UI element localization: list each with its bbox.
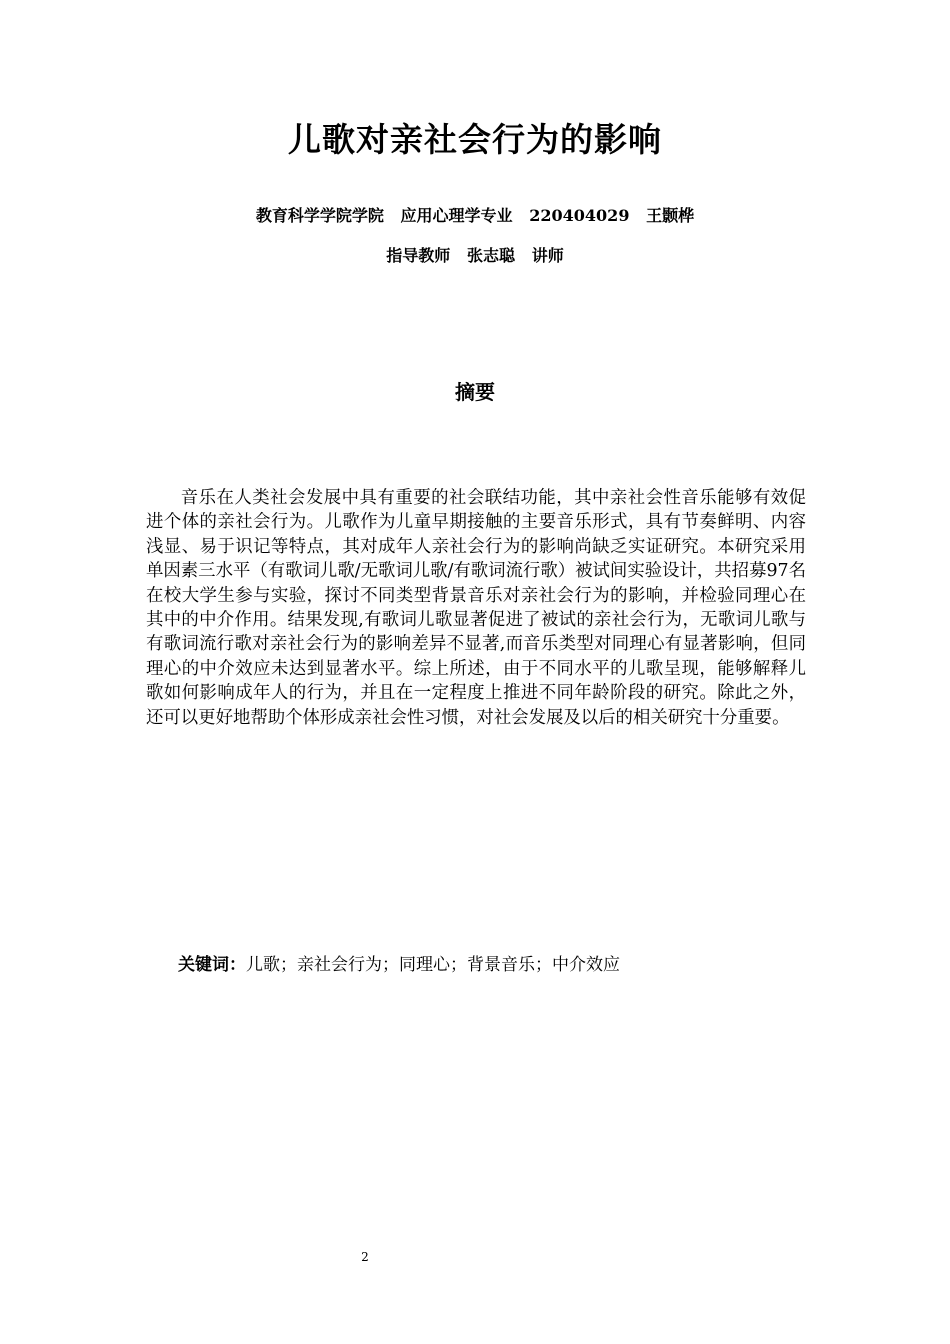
keywords-label: 关键词： bbox=[178, 955, 246, 975]
abstract-heading: 摘要 bbox=[455, 380, 495, 404]
keywords-text: 儿歌；亲社会行为；同理心；背景音乐；中介效应 bbox=[246, 955, 620, 975]
advisor-info-line: 指导教师 张志聪 讲师 bbox=[386, 246, 564, 265]
abstract-body: 音乐在人类社会发展中具有重要的社会联结功能，其中亲社会性音乐能够有效促进个体的亲社会行为。儿歌作为儿童早期接触的主要音乐形式，具有节奏鲜明、内容浅显、易于识记等特点，其对成年人亲社会行为的影响尚缺乏实证研究。本研究采用单因素三水平（有歌词儿歌/无歌词儿歌/有歌词流行歌）被试间实验设计，共招募97名在校大学生参与实验，探讨不同类型背景音乐对亲社会行为的影响，并检验同理心在其中的中介作用。结果发现,有歌词儿歌显著促进了被试的亲社会行为，无歌词儿歌与有歌词流行歌对亲社会行为的影响差异不显著,而音乐类型对同理心有显著影响，但同理心的中介效应未达到显著水平。综上所述，由于不同水平的儿歌呈现，能够解释儿歌如何影响成年人的行为，并且在一定程度上推进不同年龄阶段的研究。除此之外，还可以更好地帮助个体形成亲社会性习惯，对社会发展及以后的相关研究十分重要。 bbox=[146, 488, 806, 728]
page-number: 2 bbox=[361, 1250, 369, 1264]
keywords-line bbox=[178, 952, 878, 978]
paper-title: 儿歌对亲社会行为的影响 bbox=[288, 120, 662, 159]
author-info-line: 教育科学学院学院 应用心理学专业 220404029 王颢桦 bbox=[255, 206, 695, 225]
